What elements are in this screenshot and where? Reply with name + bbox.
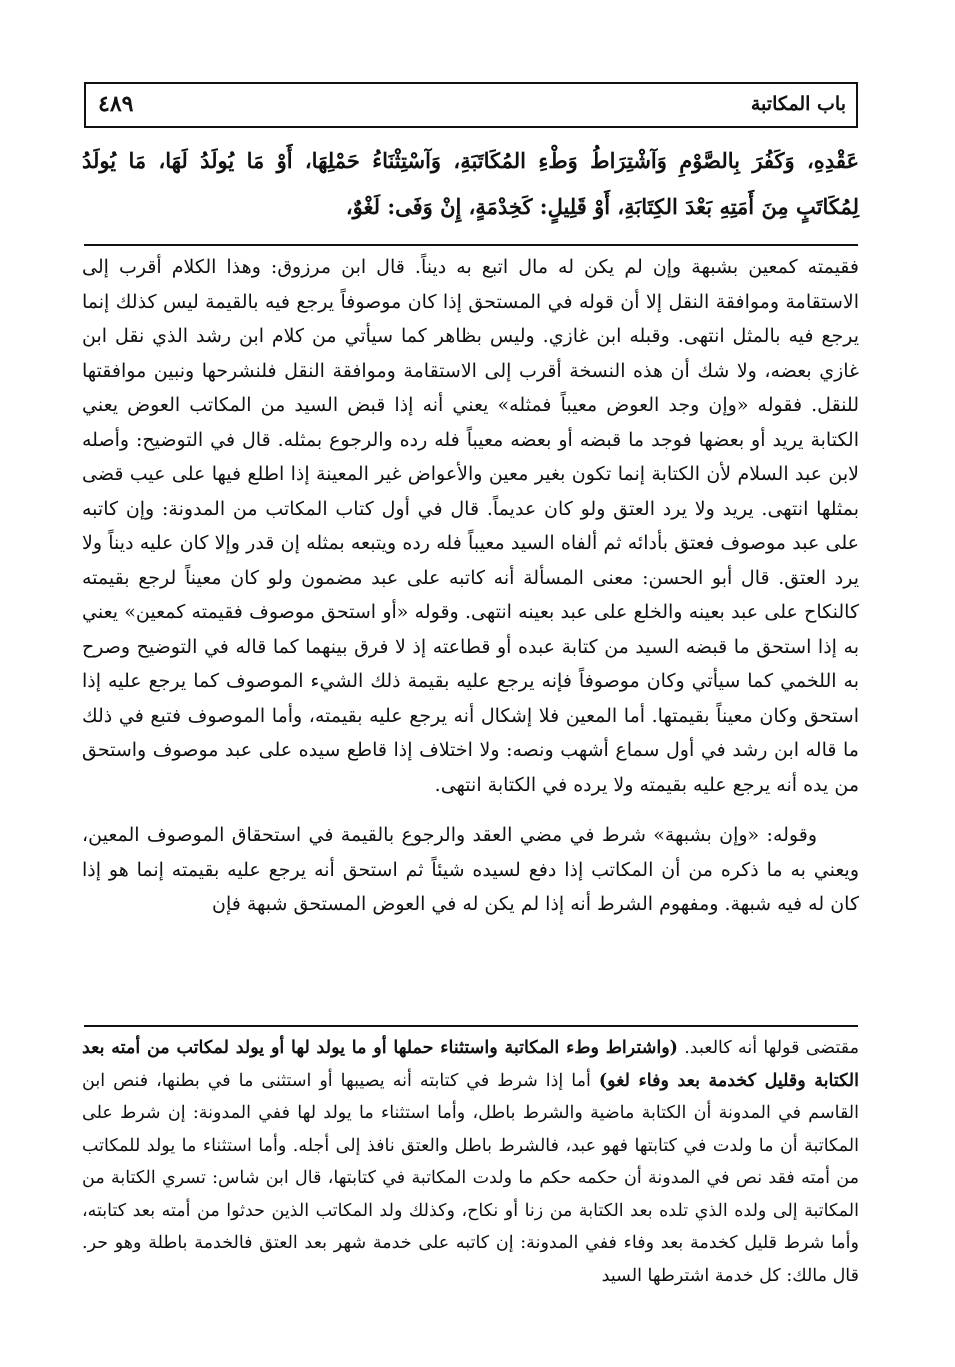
main-text-paragraph: عَقْدِهِ، وَكَفُرَ بِالصَّوْمِ وَآشْتِرَاطُ وَطْءِ المُكَاتَبَةِ، وَآسْتِثْنَاءُ حَمْلِهَا، أَوْ مَا يُولَدُ لَهَا، مَا يُولَدُ لِمُكَاتَبٍ مِنَ أَمَتِهِ بَعْدَ الكِتَابَةِ، أَوْ قَلِيلٍ: كَخِدْمَةٍ، إِنْ وَفَى: لَغْوٌ، [82, 148, 859, 219]
commentary-paragraph-1: فقيمته كمعين بشبهة وإن لم يكن له مال اتبع به ديناً. قال ابن مرزوق: وهذا الكلام أقرب إلى الاستقامة وموافقة النقل إلا أن قوله في المستحق إذا كان موصوفاً يرجع فيه بالقيمة ليس كذلك إنما يرجع فيه بالمثل انتهى. وقبله ابن غازي. وليس بظاهر كما سيأتي من كلام ابن رشد الذي نقل ابن غازي بعضه، ولا شك أن هذه النسخة أقرب إلى الاستقامة وموافقة النقل فلنشرحها ونبين موافقتها للنقل. فقوله «وإن وجد العوض معيباً فمثله» يعني أنه إذا قبض السيد من المكاتب العوض يعني الكتابة يريد أو بعضها فوجد ما قبضه أو بعضه معيباً فله رده والرجوع بمثله. قال في التوضيح: وأصله لابن عبد السلام لأن الكتابة إنما تكون بغير معين والأعواض غير المعينة إذا اطلع فيها على عيب قضى بمثلها انتهى. يريد ولا يرد العتق ولو كان عديماً. قال في أول كتاب المكاتب من المدونة: وإن كاتبه على عبد موصوف فعتق بأدائه ثم ألفاه السيد معيباً فله رده ويتبعه بمثله إن قدر وإلا كان عليه ديناً ولا يرد العتق. قال أبو الحسن: معنى المسألة أنه كاتبه على عبد مضمون ولو كان معيناً لرجع بقيمته كالنكاح على عبد بعينه والخلع على عبد بعينه انتهى. وقوله «أو استحق موصوف فقيمته كمعين» يعني به إذا استحق ما قبضه السيد من كتابة عبده أو قطاعته إذ لا فرق بينهما كما قاله في التوضيح وصرح به اللخمي كما سيأتي وكان موصوفاً فإنه يرجع عليه بقيمة ذلك الشيء الموصوف كما يرجع عليه إذا استحق وكان معيناً بقيمتها. أما المعين فلا إشكال أنه يرجع عليه بقيمته، وأما الموصوف فتبع في ذلك ما قاله ابن رشد في أول سماع أشهب ونصه: ولا اختلاف إذا قاطع سيده على عبد موصوف واستحق من يده أنه يرجع عليه بقيمته ولا يرده في الكتابة انتهى. [82, 256, 859, 796]
commentary-section [82, 250, 859, 922]
page-number: ٤٨٩ [98, 91, 134, 117]
footnote-body: أما إذا شرط في كتابته أنه يصيبها أو استثنى ما في بطنها، فنص ابن القاسم في المدونة أن الكتابة ماضية والشرط باطل، وأما استثناء ما يولد لها ففي المدونة: إن شرط على المكاتبة أن ما ولدت في كتابتها فهو عبد، فالشرط باطل والعتق نافذ إلى أجله. وأما استثناء ما يولد للمكاتب من أمته فقد نص في المدونة أن حكمه حكم ما ولدت المكاتبة في كتابتها، قال ابن شاس: تسري الكتابة من المكاتبة إلى ولده الذي تلده بعد الكتابة من زنا أو نكاح، وكذلك ولد المكاتب الذين حدثوا من أمته بعد كتابته، وأما شرط قليل كخدمة بعد وفاء ففي المدونة: إن كاتبه على خدمة شهر بعد العتق فالخدمة باطلة وهو حر. قال مالك: كل خدمة اشترطها السيد [82, 1070, 859, 1286]
footnote-quoted-text: (واشتراط وطء المكاتبة واستثناء حملها أو ما يولد لها أو يولد لمكاتب من أمته بعد الكتابة وقليل كخدمة بعد وفاء لغو) [82, 1038, 859, 1091]
footnote-divider-line [84, 1025, 858, 1027]
running-header [84, 82, 858, 128]
footnote-section [82, 1032, 859, 1292]
main-text [82, 138, 859, 230]
chapter-title: باب المكاتبة [750, 93, 846, 115]
divider-line [84, 244, 858, 246]
commentary-paragraph-2: وقوله: «وإن بشبهة» شرط في مضي العقد والرجوع بالقيمة في استحقاق الموصوف المعين، ويعني به ما ذكره من أن المكاتب إذا دفع لسيده شيئاً ثم استحق أنه يرجع عليه بقيمته إنما هو إذا كان له فيه شبهة. ومفهوم الشرط أنه إذا لم يكن له في العوض المستحق شبهة فإن [82, 824, 859, 915]
footnote-intro: مقتضى قولها أنه كالعبد. [684, 1038, 859, 1058]
footnote-paragraph [82, 1032, 859, 1292]
